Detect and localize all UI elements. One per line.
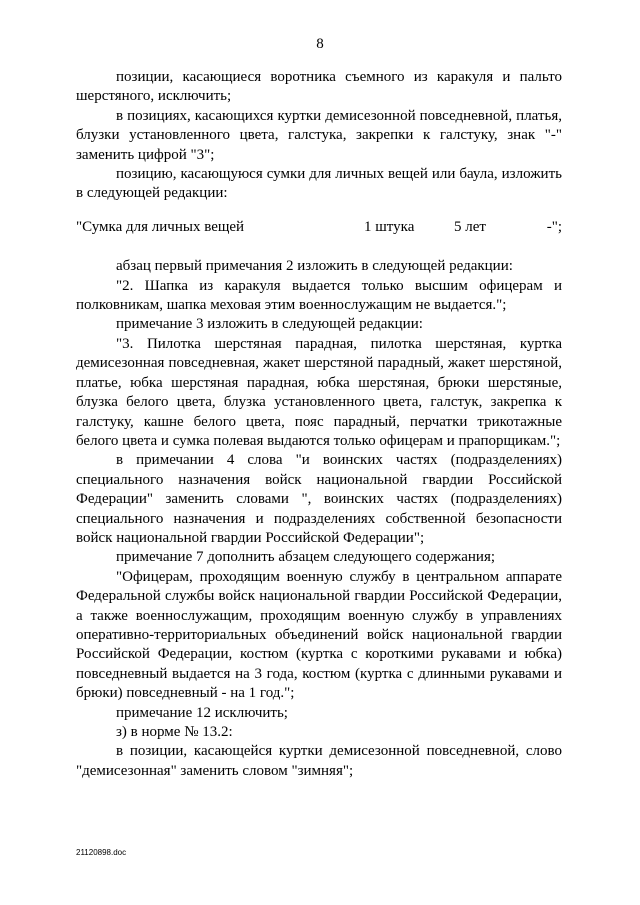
table-mark: -"; <box>546 218 562 235</box>
page-number: 8 <box>316 36 324 52</box>
paragraph: абзац первый примечания 2 изложить в следующей редакции: <box>116 258 513 275</box>
document-body <box>76 68 562 781</box>
table-item: "Сумка для личных вещей <box>76 218 245 235</box>
paragraph: примечание 7 дополнить абзацем следующего содержания; <box>116 549 496 566</box>
paragraph: в позиции, касающейся куртки демисезонной повседневной, слово "демисезонная" заменить словом "зимняя"; <box>76 743 562 779</box>
paragraph: в позициях, касающихся куртки демисезонной повседневной, платья, блузки установленного цвета, галстука, закрепки к галстуку, знак "-" заменить цифрой "3"; <box>76 107 562 163</box>
paragraph: "2. Шапка из каракуля выдается только высшим офицерам и полковникам, шапка меховая этим военнослужащим не выдается."; <box>76 277 562 314</box>
paragraph: з) в норме № 13.2: <box>116 724 233 740</box>
paragraph: примечание 3 изложить в следующей редакции: <box>116 316 423 333</box>
table-quantity: 1 штука <box>364 218 415 235</box>
paragraph: в примечании 4 слова "и воинских частях (подразделениях) специального назначения войск национальной гвардии Российской Федерации" заменить словами ", воинских частях (подразделениях) специального назначения и подразделениях собственной безопасности войск национальной гвардии Российской Федерации"; <box>76 452 562 546</box>
inserted-table-row <box>76 218 562 237</box>
paragraph: "Офицерам, проходящим военную службу в центральном аппарате Федеральной службы войск национальной гвардии Российской Федерации, а также военнослужащим, проходящим военную службу в управлениях оперативно-территориальных объединений войск национальной гвардии Российской Федерации, костюм (куртка с короткими рукавами и юбка) повседневный выдается на 3 года, костюм (куртка с длинными рукавами и брюки) повседневный - на 1 год."; <box>76 568 562 702</box>
paragraph: "3. Пилотка шерстяная парадная, пилотка шерстяная, куртка демисезонная повседневная, жакет шерстяной парадный, жакет шерстяной, платье, юбка шерстяная парадная, юбка шерстяная, брюки шерстяные, блузка белого цвета, блузка установленного цвета, галстук, закрепка к галстуку, кашне белого цвета, пояс парадный, перчатки трикотажные белого цвета и сумка полевая выдаются только офицерам и прапорщикам."; <box>76 335 562 449</box>
paragraph: примечание 12 исключить; <box>116 704 288 721</box>
paragraph: позиции, касающиеся воротника съемного из каракуля и пальто шерстяного, исключить; <box>76 69 562 105</box>
file-name-footer: 21120898.doc <box>76 848 127 857</box>
paragraph: позицию, касающуюся сумки для личных вещей или баула, изложить в следующей редакции: <box>76 166 562 202</box>
table-term: 5 лет <box>454 218 486 235</box>
